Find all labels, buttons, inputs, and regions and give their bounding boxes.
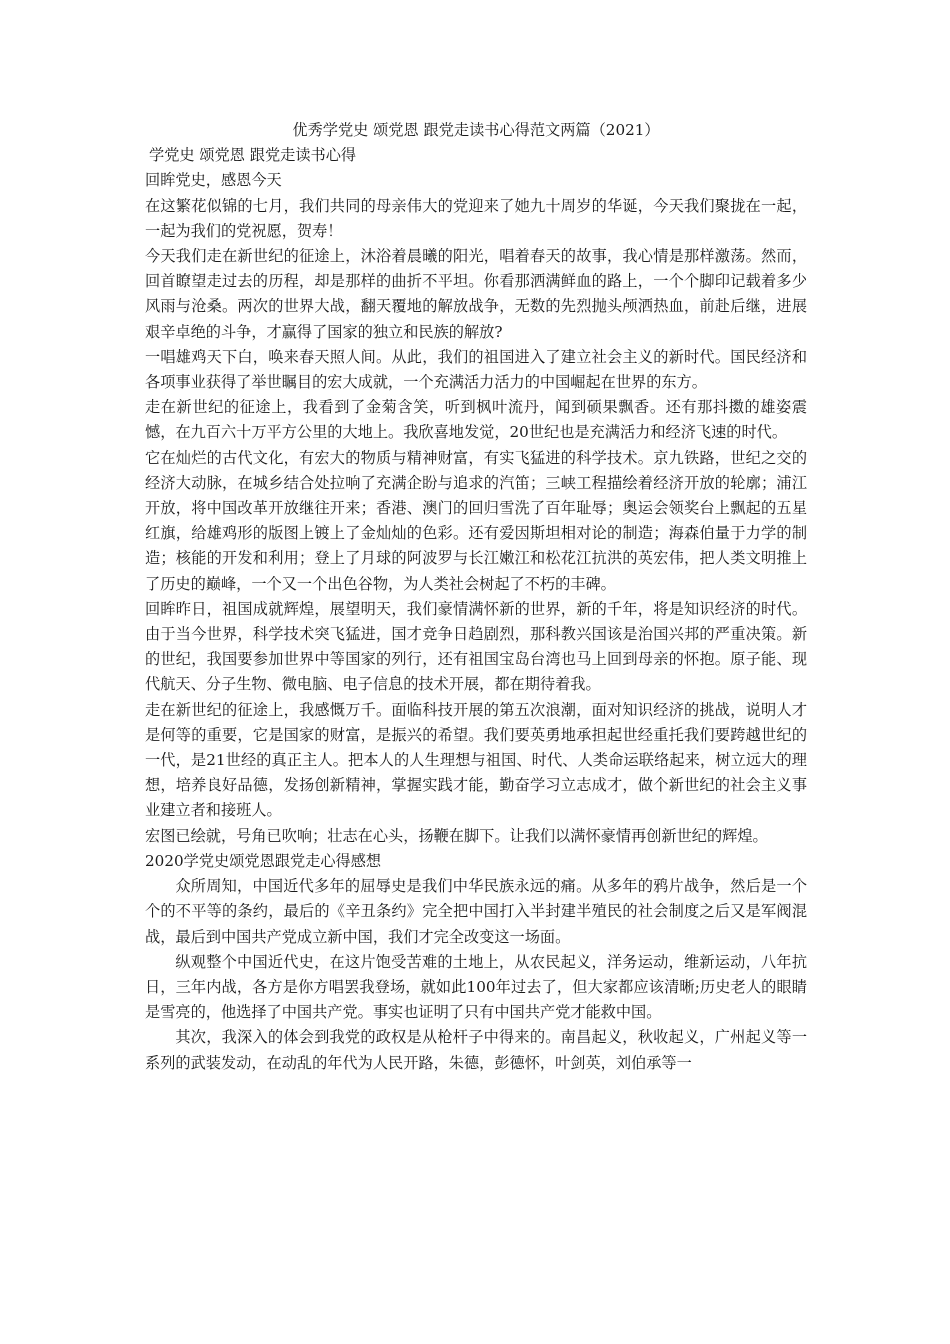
paragraph: 纵观整个中国近代史，在这片饱受苦难的土地上，从农民起义，洋务运动，维新运动，八年抗日，三年内战，各方是你方唱罢我登场，就如此100年过去了，但大家都应该清晰;历史老人的眼睛是雪亮的，他选择了中国共产党。事实也证明了只有中国共产党才能救中国。 <box>145 952 807 1022</box>
paragraph: 在这繁花似锦的七月，我们共同的母亲伟大的党迎来了她九十周岁的华诞，今天我们聚拢在一起，一起为我们的党祝愿，贺寿！ <box>145 196 807 240</box>
paragraph: 众所周知，中国近代多年的屈辱史是我们中华民族永远的痛。从多年的鸦片战争，然后是一个个的不平等的条约，最后的《辛丑条约》完全把中国打入半封建半殖民的社会制度之后又是军阀混战，最后到中国共产党成立新中国，我们才完全改变这一场面。 <box>145 877 807 946</box>
paragraph: 其次，我深入的体会到我党的政权是从枪杆子中得来的。南昌起义，秋收起义，广州起义等一系列的武装发动，在动乱的年代为人民开路，朱德，彭德怀，叶剑英，刘伯承等一 <box>145 1028 807 1072</box>
paragraph: 回眸昨日，祖国成就辉煌，展望明天，我们豪情满怀新的世界，新的千年，将是知识经济的时代。由于当今世界，科学技术突飞猛进，国才竞争日趋剧烈，那科教兴国该是治国兴邦的严重决策。新的世纪，我国要参加世界中等国家的列行，还有祖国宝岛台湾也马上回到母亲的怀抱。原子能、现代航天、分子生物、微电脑、电子信息的技术开展，都在期待着我。 <box>145 599 807 694</box>
document-page <box>145 118 807 1076</box>
paragraph: 一唱雄鸡天下白，唤来春天照人间。从此，我们的祖国进入了建立社会主义的新时代。国民经济和各项事业获得了举世瞩目的宏大成就，一个充满活力活力的中国崛起在世界的东方。 <box>145 347 807 392</box>
paragraph: 走在新世纪的征途上，我感慨万千。面临科技开展的第五次浪潮，面对知识经济的挑战，说明人才是何等的重要，它是国家的财富，是振兴的希望。我们要英勇地承担起世经重托我们要跨越世纪的一代，是21世经的真正主人。把本人的人生理想与祖国、时代、人类命运联络起来，树立远大的理想，培养良好品德，发扬创新精神，掌握实践才能，勤奋学习立志成才，做个新世纪的社会主义事业建立者和接班人。 <box>145 700 807 820</box>
document-title: 优秀学党史 颂党恩 跟党走读书心得范文两篇（2021） <box>292 121 660 139</box>
section-heading-1: 学党史 颂党恩 跟党走读书心得 <box>149 146 357 165</box>
paragraph: 今天我们走在新世纪的征途上，沐浴着晨曦的阳光，唱着春天的故事，我心情是那样激荡。然而，回首瞭望走过去的历程，却是那样的曲折不平坦。你看那洒满鲜血的路上，一个个脚印记载着多少风雨与沧桑。两次的世界大战，翻天覆地的解放战争，无数的先烈抛头颅洒热血，前赴后继，进展艰辛卓绝的斗争，才赢得了国家的独立和民族的解放? <box>145 247 807 341</box>
paragraph: 走在新世纪的征途上，我看到了金菊含笑，听到枫叶流丹，闻到硕果飘香。还有那抖擞的雄姿震憾，在九百六十万平方公里的大地上。我欣喜地发觉，20世纪也是充满活力和经济飞速的时代。 <box>145 398 807 442</box>
section-heading-2: 2020学党史颂党恩跟党走心得感想 <box>145 851 382 870</box>
paragraph: 宏图已绘就，号角已吹响；壮志在心头，扬鞭在脚下。让我们以满怀豪情再创新世纪的辉煌。 <box>145 826 768 845</box>
paragraph: 它在灿烂的古代文化，有宏大的物质与精神财富，有实飞猛进的科学技术。京九铁路，世纪之交的经济大动脉，在城乡结合处拉响了充满企盼与追求的汽笛；三峡工程描绘着经济开放的轮廓；浦江开放，将中国改革开放继往开来；香港、澳门的回归雪洗了百年耻辱；奥运会领奖台上飘起的五星红旗，给雄鸡形的版图上镀上了金灿灿的色彩。还有爱因斯坦相对论的制造；海森伯量于力学的制造；核能的开发和利用；登上了月球的阿波罗与长江嫩江和松花江抗洪的英宏伟，把人类文明推上了历史的巅峰，一个又一个出色谷物，为人类社会树起了不朽的丰碑。 <box>145 448 807 593</box>
section-subheading-1: 回眸党史，感恩今天 <box>145 171 282 190</box>
